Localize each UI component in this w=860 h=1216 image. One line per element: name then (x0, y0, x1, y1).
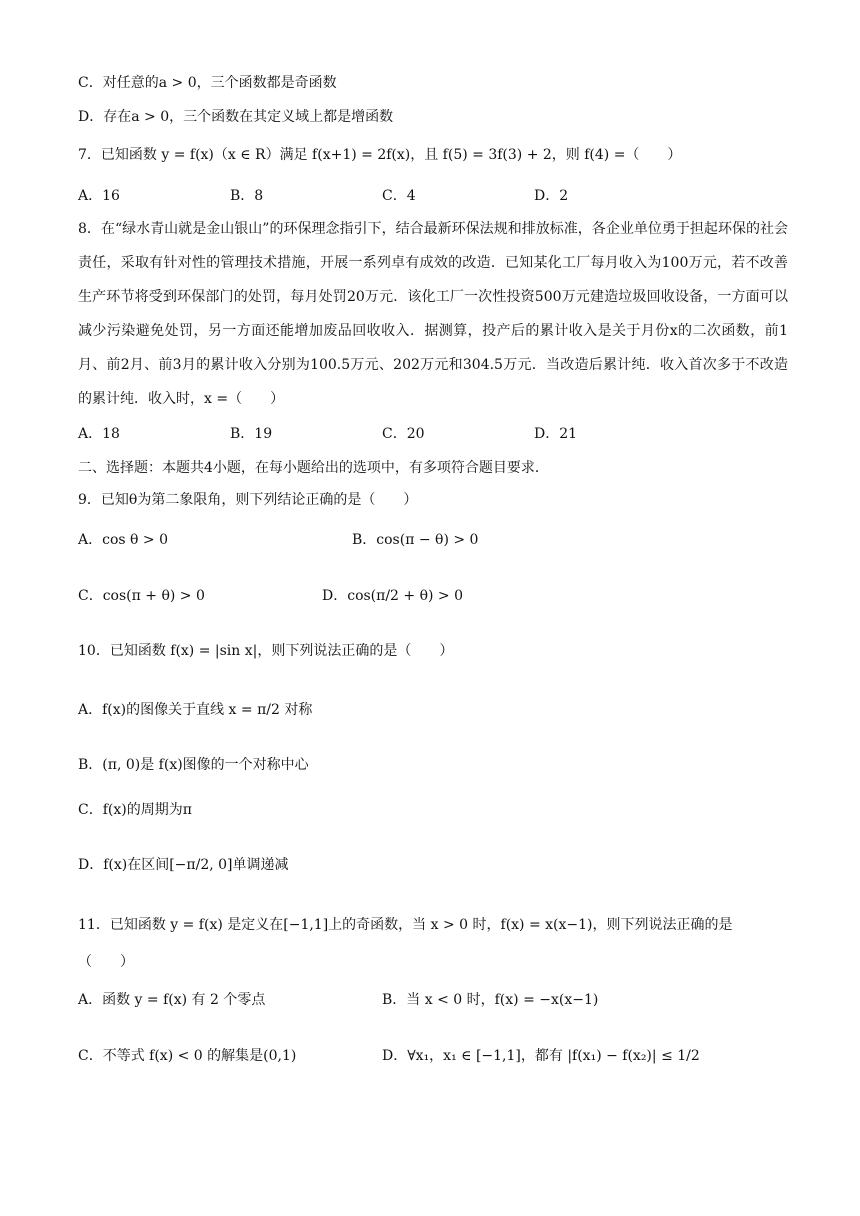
q6-option-d: D．存在a > 0，三个函数在其定义域上都是增函数 (78, 109, 394, 125)
q8-option-c: C．20 (382, 426, 425, 442)
q9-option-c: C．cos(π + θ) > 0 (78, 588, 205, 604)
q7-option-a: A．16 (78, 188, 120, 204)
q10-stem: 10．已知函数 f(x) = |sin x|，则下列说法正确的是（ ） (78, 643, 454, 659)
q11-paren: （ ） (78, 954, 134, 970)
q11-option-d: D．∀x₁，x₁ ∈ [−1,1]，都有 |f(x₁) − f(x₂)| ≤ 1/2 (382, 1048, 700, 1064)
q11-option-c: C．不等式 f(x) < 0 的解集是(0,1) (78, 1048, 297, 1064)
q7-stem: 7．已知函数 y = f(x)（x ∈ R）满足 f(x+1) = 2f(x)，且 f(5) = 3f(3) + 2，则 f(4) =（ ） (78, 147, 682, 163)
q11-option-a: A．函数 y = f(x) 有 2 个零点 (78, 992, 266, 1008)
q7-option-c: C．4 (382, 188, 416, 204)
q11-stem: 11．已知函数 y = f(x) 是定义在[−1,1]上的奇函数，当 x > 0 时，f(x) = x(x−1)，则下列说法正确的是 (78, 917, 733, 933)
q6-option-c: C．对任意的a > 0，三个函数都是奇函数 (78, 75, 337, 91)
q10-option-a: A．f(x)的图像关于直线 x = π/2 对称 (78, 702, 313, 718)
q7-option-b: B．8 (230, 188, 264, 204)
q9-option-a: A．cos θ > 0 (78, 532, 168, 548)
q10-option-c: C．f(x)的周期为π (78, 802, 192, 818)
q8-option-a: A．18 (78, 426, 120, 442)
q7-option-d: D．2 (534, 188, 569, 204)
q8-stem: 8．在“绿水青山就是金山银山”的环保理念指引下，结合最新环保法规和排放标准，各企业单位勇于担起环保的社会责任，采取有针对性的管理技术措施，开展一系列卓有成效的改造．已知某化工厂每月收入为100万元，若不改善生产环节将受到环保部门的处罚，每月处罚20万元．该化工厂一次性投资500万元建造垃圾回收设备，一方面可以减少污染避免处罚，另一方面还能增加废品回收收入．据测算，投产后的累计收入是关于月份x的二次函数，前1月、前2月、前3月的累计收入分别为100.5万元、202万元和304.5万元．当改造后累计纯．收入首次多于不改造的累计纯．收入时，x =（ ） (78, 221, 788, 407)
q9-option-d: D．cos(π/2 + θ) > 0 (322, 588, 464, 604)
section-2-heading: 二、选择题：本题共4小题，在每小题给出的选项中，有多项符合题目要求． (78, 460, 549, 476)
q10-option-b: B．(π, 0)是 f(x)图像的一个对称中心 (78, 757, 309, 773)
q10-option-d: D．f(x)在区间[−π/2, 0]单调递减 (78, 857, 289, 873)
q11-option-b: B．当 x < 0 时，f(x) = −x(x−1) (382, 992, 599, 1008)
q8-option-b: B．19 (230, 426, 273, 442)
q8-option-d: D．21 (534, 426, 578, 442)
q9-option-b: B．cos(π − θ) > 0 (352, 532, 479, 548)
q9-stem: 9．已知θ为第二象限角，则下列结论正确的是（ ） (78, 492, 418, 508)
